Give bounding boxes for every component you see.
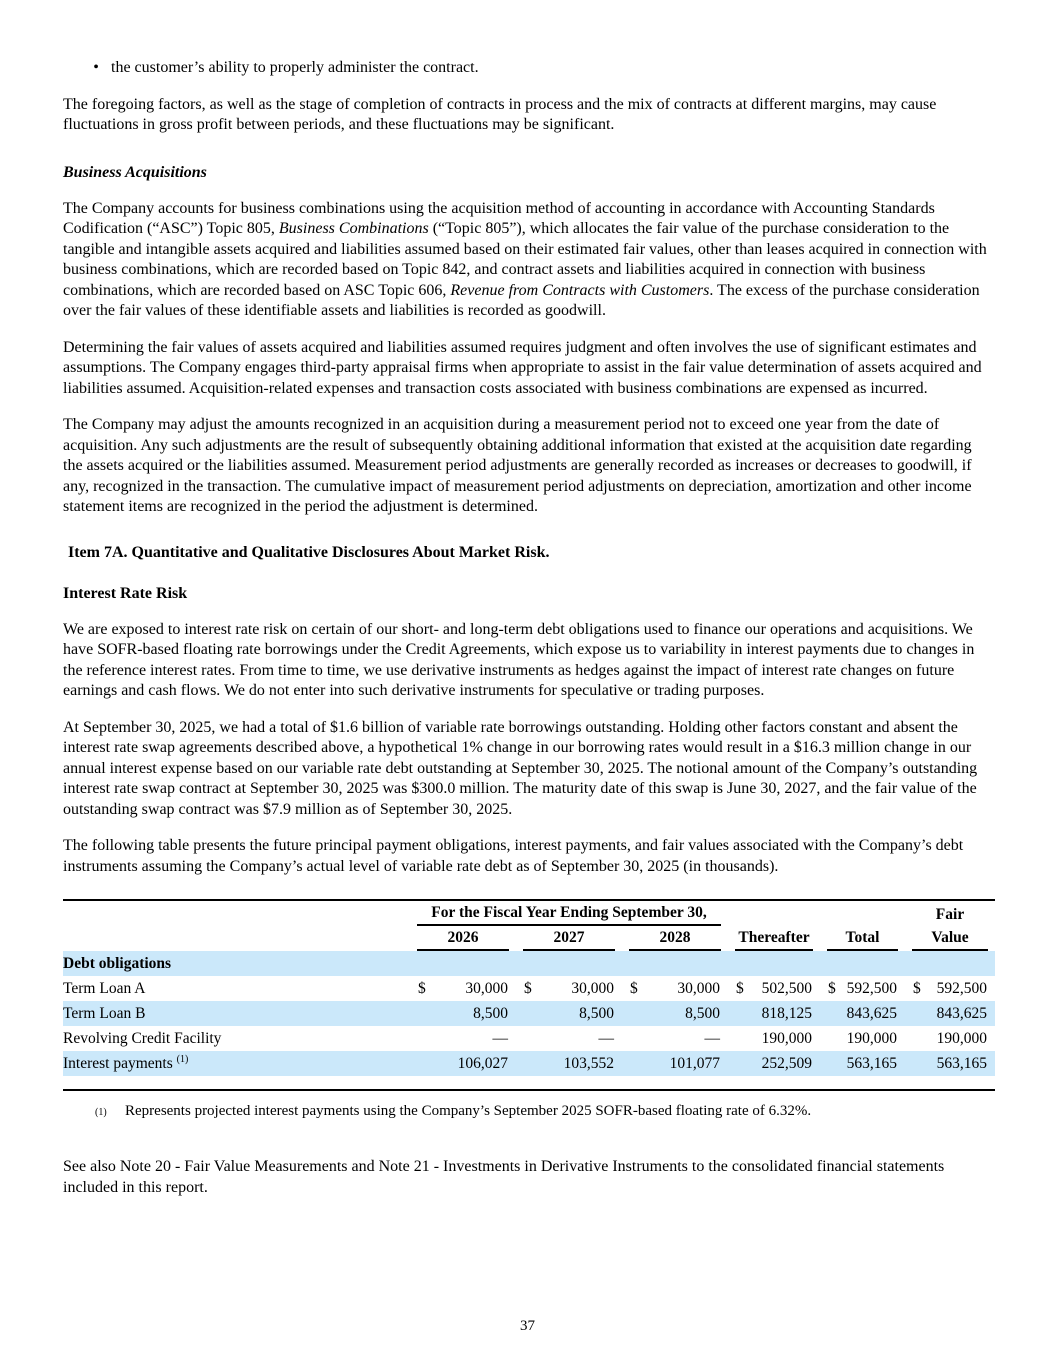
para-asc-seg3: (“Topic 805”), which allocates the fair value of the purchase consideration to the tangible and intangible assets acquired and liabilities assumed based on their estimated fair values, other than leases acquired in connection with business combinations, which are recorded based on Topic 842, and contract assets and liabilities acquired in connection with business combinations, which are recorded based on ASC Topic 606, — [63, 220, 987, 299]
currency-symbol: $ — [630, 979, 638, 997]
row-label — [63, 1051, 410, 1076]
cell-value: 101,077 — [669, 1054, 720, 1072]
bullet-icon: • — [93, 59, 99, 76]
column-header-thereafter: Thereafter — [728, 926, 820, 951]
header-empty-cell — [63, 900, 410, 926]
cell-value: 843,625 — [936, 1004, 987, 1022]
cell-value: 843,625 — [846, 1004, 897, 1022]
footnote-reference: (1) — [176, 1053, 189, 1065]
column-header-2028: 2028 — [622, 926, 728, 951]
para-asc-italic-revenue-contracts: Revenue from Contracts with Customers — [450, 281, 710, 299]
para-asc-italic-business-combinations: Business Combinations — [278, 220, 429, 237]
row-label: Term Loan B — [63, 1001, 410, 1026]
para-asc-seg5: . The excess of the purchase consideration over the fair values of these identifiable assets and liabilities is recorded as goodwill. — [63, 281, 980, 319]
heading-item-7a: Item 7A. Quantitative and Qualitative Disclosures About Market Risk. — [68, 543, 550, 561]
cell-value: 818,125 — [761, 1004, 812, 1022]
cell-value: 30,000 — [465, 979, 508, 997]
footnote-marker: (1) — [95, 1107, 107, 1118]
cell-value: 30,000 — [571, 979, 614, 997]
heading-interest-rate-risk: Interest Rate Risk — [63, 584, 188, 602]
footnote — [63, 1101, 993, 1123]
cell-value: 563,165 — [936, 1054, 987, 1072]
header-fiscal-year-group: For the Fiscal Year Ending September 30, — [410, 900, 728, 926]
cell-value: 592,500 — [936, 979, 987, 997]
paragraph-business-combinations — [63, 199, 993, 322]
paragraph-table-intro: The following table presents the future principal payment obligations, interest payments, and fair values associated with the Company’s debt instruments assuming the Company’s actual level of variable rate debt as of September 30, 2025 (in thousands). — [63, 837, 964, 875]
column-header-2026: 2026 — [410, 926, 516, 951]
header-empty-cell — [728, 900, 820, 926]
table-row-term-loan-b — [63, 1001, 995, 1026]
paragraph-foregoing-factors: The foregoing factors, as well as the stage of completion of contracts in process and the mix of contracts at different margins, may cause fluctuations in gross profit between periods, and these fluctuations may be significant. — [63, 95, 937, 133]
table-row-term-loan-a — [63, 976, 995, 1001]
currency-symbol: $ — [736, 979, 744, 997]
heading-business-acquisitions: Business Acquisitions — [63, 163, 207, 181]
table-header-columns-row — [63, 926, 995, 951]
table-spacer-row — [63, 1076, 995, 1090]
header-empty-cell — [820, 900, 905, 926]
paragraph-see-also: See also Note 20 - Fair Value Measurements and Note 21 - Investments in Derivative Instruments to the consolidated financial statements included in this report. — [63, 1158, 945, 1196]
column-header-2027: 2027 — [516, 926, 622, 951]
currency-symbol: $ — [524, 979, 532, 997]
debt-obligations-table — [63, 899, 995, 1091]
row-label-text: Interest payments — [63, 1054, 173, 1072]
cell-value: 190,000 — [761, 1029, 812, 1047]
cell-value: 106,027 — [457, 1054, 508, 1072]
table-row-revolving-credit-facility — [63, 1026, 995, 1051]
currency-symbol: $ — [418, 979, 426, 997]
cell-value: 30,000 — [677, 979, 720, 997]
cell-value: 190,000 — [936, 1029, 987, 1047]
table-header-group-row — [63, 900, 995, 926]
cell-value: 8,500 — [579, 1004, 614, 1022]
paragraph-interest-rate-exposure: We are exposed to interest rate risk on certain of our short- and long-term debt obligations used to finance our operations and acquisitions. We have SOFR-based floating rate borrowings under the Credit Agreements, which expose us to variability in interest payments due to changes in the reference interest rates. From time to time, we use derivative instruments as hedges against the impact of interest rate changes on future earnings and cash flows. We do not enter into such derivative instruments for speculative or trading purposes. — [63, 620, 975, 699]
cell-value: 502,500 — [761, 979, 812, 997]
bullet-text: the customer’s ability to properly administer the contract. — [111, 59, 479, 76]
cell-value: 252,509 — [761, 1054, 812, 1072]
column-header-total: Total — [820, 926, 905, 951]
currency-symbol: $ — [913, 979, 921, 997]
cell-value: — — [598, 1029, 614, 1047]
paragraph-measurement-period: The Company may adjust the amounts recognized in an acquisition during a measurement period not to exceed one year from the date of acquisition. Any such adjustments are the result of subsequently obtaining additional information that existed at the acquisition date regarding the assets acquired or the liabilities assumed. Measurement period adjustments are generally recorded as increases or decreases to goodwill, if any, recognized in the transaction. The cumulative impact of measurement period adjustments on depreciation, amortization and other income statement items are recognized in the period the adjustment is determined. — [63, 416, 972, 515]
cell-value: 8,500 — [685, 1004, 720, 1022]
cell-value: 563,165 — [846, 1054, 897, 1072]
row-label: Revolving Credit Facility — [63, 1029, 222, 1047]
cell-value: 103,552 — [563, 1054, 614, 1072]
bullet-list-item — [63, 58, 993, 79]
section-label-debt-obligations: Debt obligations — [63, 951, 995, 976]
paragraph-variable-rate-borrowings: At September 30, 2025, we had a total of $1.6 billion of variable rate borrowings outstanding. Holding other factors constant and absent the interest rate swap agreements described above, a hypothetical 1% change in our borrowing rates would result in a $16.3 million change in our annual interest expense based on our variable rate debt outstanding at September 30, 2025. The notional amount of the Company’s outstanding interest rate swap contract at September 30, 2025 was $300.0 million. The maturity date of this swap is June 30, 2027, and the fair value of the outstanding swap contract was $7.9 million as of September 30, 2025. — [63, 718, 978, 818]
currency-symbol: $ — [828, 979, 836, 997]
header-fair-label: Fair — [935, 906, 965, 923]
paragraph-determining-fair-values: Determining the fair values of assets acquired and liabilities assumed requires judgment and often involves the use of significant estimates and assumptions. The Company engages third-party appraisal firms when appropriate to assist in the fair value determination of assets acquired and liabilities assumed. Acquisition-related expenses and transaction costs associated with business combinations are expensed as incurred. — [63, 338, 982, 397]
footnote-text: Represents projected interest payments using the Company’s September 2025 SOFR-based floating rate of 6.32%. — [125, 1103, 812, 1119]
page-number: 37 — [520, 1318, 535, 1334]
cell-value: — — [704, 1029, 720, 1047]
cell-value: 8,500 — [473, 1004, 508, 1022]
cell-value: 190,000 — [846, 1029, 897, 1047]
column-header-fair-value: Value — [905, 926, 995, 951]
row-label: Term Loan A — [63, 979, 146, 997]
header-empty-cell — [63, 926, 410, 951]
table-section-row — [63, 951, 995, 976]
table-row-interest-payments — [63, 1051, 995, 1076]
para-asc-seg1: The Company accounts for business combinations using the acquisition method of accounting in accordance with Accounting Standards Codification (“ASC”) Topic 805, — [63, 199, 935, 237]
cell-value: — — [492, 1029, 508, 1047]
cell-value: 592,500 — [846, 979, 897, 997]
